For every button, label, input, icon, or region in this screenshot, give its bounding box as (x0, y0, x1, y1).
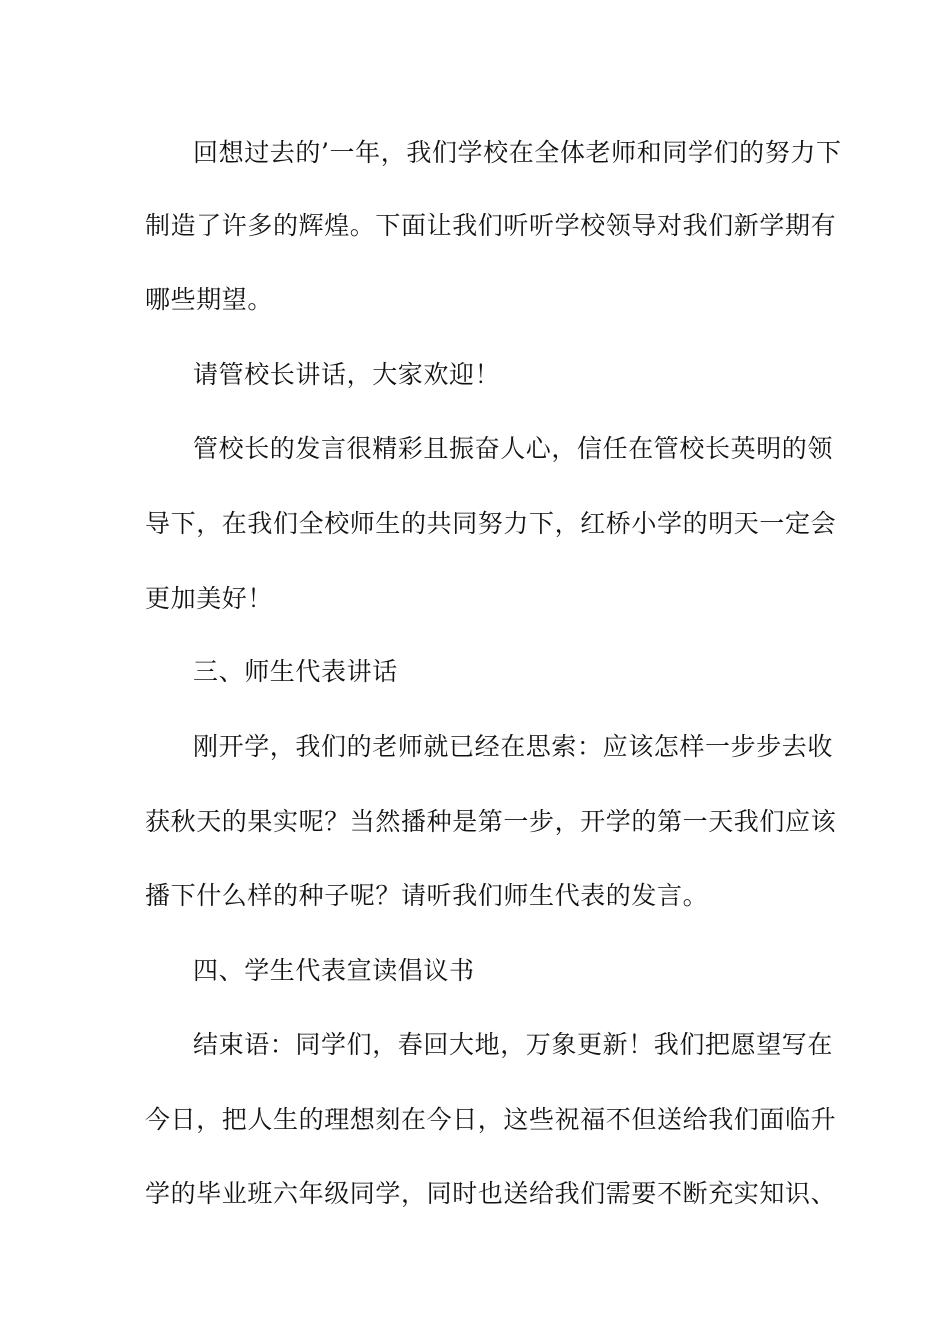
section-heading: 三、师生代表讲话 (193, 657, 398, 686)
text-line: 学的毕业班六年级同学，同时也送给我们需要不断充实知识、 (145, 1179, 837, 1208)
text-line: 制造了许多的辉煌。下面让我们听听学校领导对我们新学期有 (145, 211, 837, 240)
text-line: 获秋天的果实呢？当然播种是第一步，开学的第一天我们应该 (145, 807, 837, 836)
text-line: 请管校长讲话，大家欢迎！ (193, 360, 501, 389)
text-line: 播下什么样的种子呢？请听我们师生代表的发言。 (145, 881, 709, 910)
text-line: 今日，把人生的理想刻在今日，这些祝福不但送给我们面临升 (145, 1105, 837, 1134)
text-line: 刚开学，我们的老师就已经在思索：应该怎样一步步去收 (193, 732, 834, 761)
text-line: 导下，在我们全校师生的共同努力下，红桥小学的明天一定会 (145, 509, 837, 538)
text-line: 哪些期望。 (145, 285, 274, 314)
text-line: 回想过去的’一年，我们学校在全体老师和同学们的努力下 (193, 138, 842, 167)
section-heading: 四、学生代表宣读倡议书 (193, 956, 475, 985)
text-line: 更加美好！ (145, 584, 274, 613)
text-line: 管校长的发言很精彩且振奋人心，信任在管校长英明的领 (193, 434, 834, 463)
text-line: 结束语：同学们，春回大地，万象更新！我们把愿望写在 (193, 1030, 834, 1059)
